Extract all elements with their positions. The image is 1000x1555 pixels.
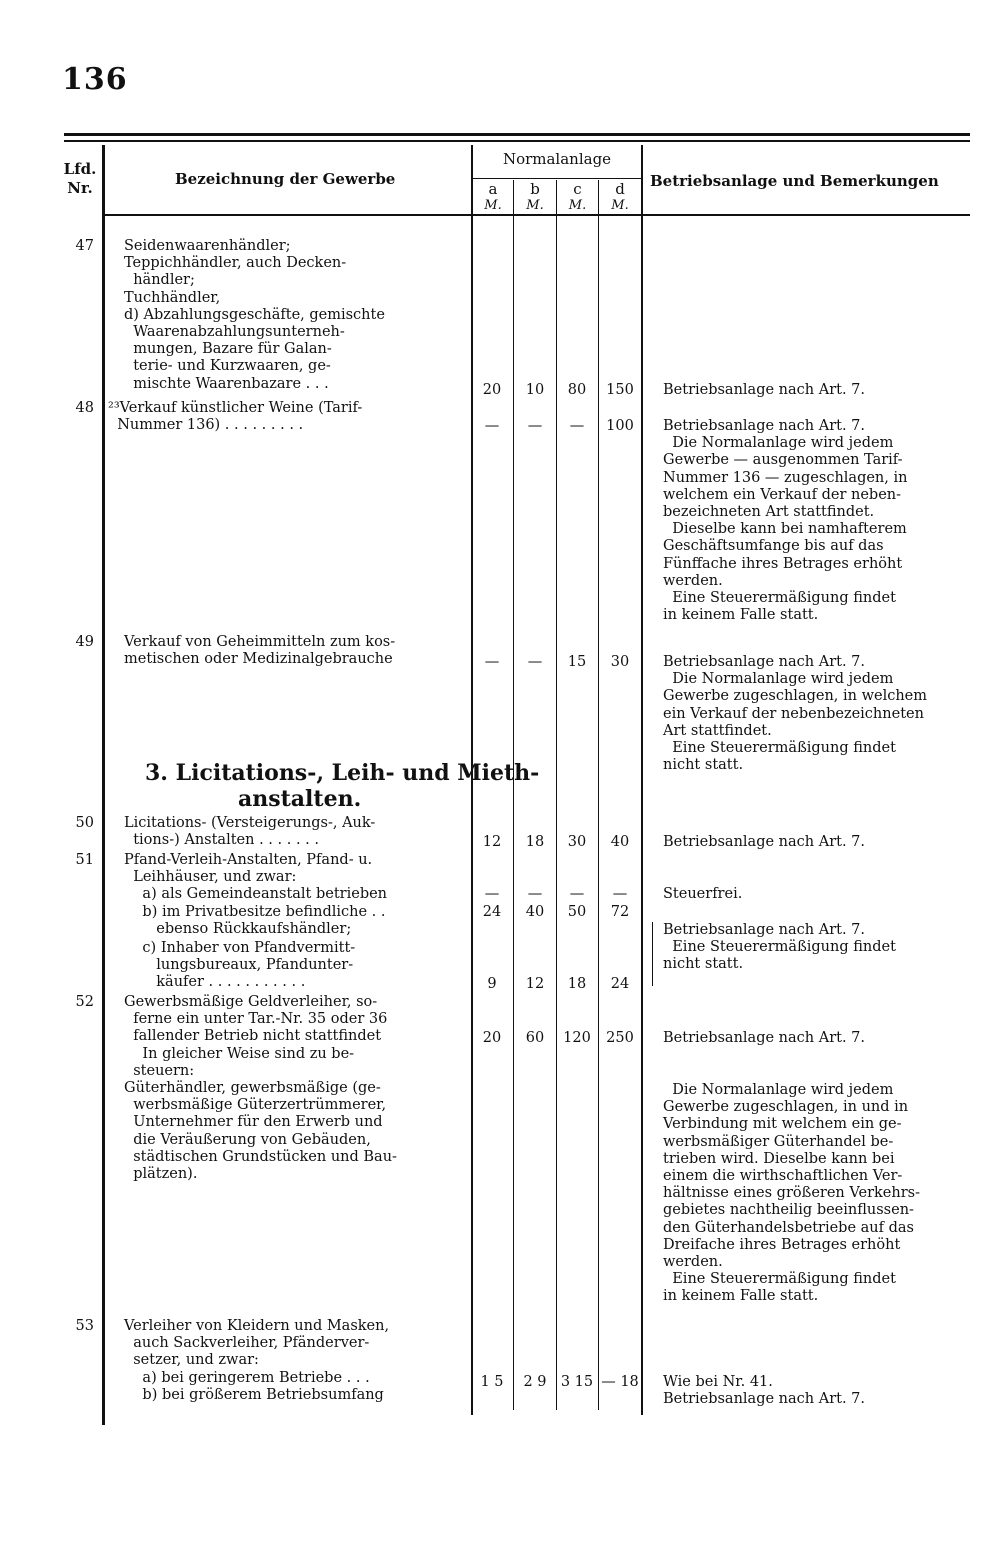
row-51-nr: 51 (75, 852, 94, 868)
normalanlage-underline (471, 178, 641, 179)
row-51b-remark: Betriebsanlage nach Art. 7. Eine Steuerermäßigung findet nicht statt. (663, 922, 896, 973)
header-col-c: c (573, 180, 582, 198)
row-51b-c: 50 (567, 904, 587, 920)
col-divider-rem (641, 145, 643, 1415)
row-49-b: — (527, 654, 543, 670)
row-49-remark: Betriebsanlage nach Art. 7. Die Normalanlage wird jedem Gewerbe zugeschlagen, in welchem ein Verkauf der nebenbezeichneten Art stattfindet. Eine Steuerermäßigung findet nicht statt. (663, 654, 928, 774)
row-51c-d: 24 (610, 976, 630, 992)
row-52-remark-cont: Die Normalanlage wird jedem Gewerbe zugeschlagen, in und in Verbindung mit welchem ein ge- werbsmäßiger Güterhandel be- trieben wird. Dieselbe kann bei einem die wirthschaftlichen Ver- hältnisse eines größeren Verkehrs- gebietes nachtheilig beeinflussen- den Güterhandelsbetriebe auf das Dreifache ihres Betrages erhöht werden. Eine Steuerermäßigung findet in keinem Falle statt. (663, 1082, 920, 1305)
row-50-remark: Betriebsanlage nach Art. 7. (663, 834, 866, 850)
row-49-c: 15 (567, 654, 587, 670)
row-48-a: — (484, 418, 500, 434)
row-52-c: 120 (563, 1030, 591, 1046)
row-49-a: — (484, 654, 500, 670)
header-nr-line1: Lfd. (63, 160, 97, 178)
row-47-a: 20 (482, 382, 502, 398)
top-rule-thin (64, 140, 970, 142)
row-48-remark: Betriebsanlage nach Art. 7. Die Normalanlage wird jedem Gewerbe — ausgenommen Tarif- Nummer 136 — zugeschlagen, in welchem ein Verkauf der neben- bezeichneten Art stattfindet. Dieselbe kann bei namhafterem Geschäftsumfange bis auf das Fünffache ihres Betrages erhöht werden. Eine Steuerermäßigung findet in keinem Falle statt. (663, 418, 908, 624)
section-title-line1: 3. Licitations-, Leih- und Mieth- (145, 760, 540, 786)
row-49-text: Verkauf von Geheimmitteln zum kos- metischen oder Medizinalgebrauche (124, 634, 396, 668)
row-53-text: Verleiher von Kleidern und Masken, auch Sackverleiher, Pfänderver- setzer, und zwar: a) bei geringerem Betriebe . . . b) bei größerem Betriebsumfang (124, 1318, 390, 1403)
row-53-b: 2 9 (523, 1374, 547, 1390)
header-bemerkungen: Betriebsanlage und Bemerkungen (650, 172, 939, 190)
row-47-d: 150 (606, 382, 634, 398)
col-divider-d (598, 180, 599, 1410)
row-52-remark: Betriebsanlage nach Art. 7. (663, 1030, 866, 1046)
row-49-nr: 49 (75, 634, 94, 650)
row-51a-remark: Steuerfrei. (663, 886, 743, 902)
row-52-a: 20 (482, 1030, 502, 1046)
col-divider-nr (102, 145, 105, 1425)
row-47-text: Seidenwaarenhändler; Teppichhändler, auch Decken- händler; Tuchhändler, d) Abzahlungsgeschäfte, gemischte Waarenabzahlungsunterneh- mungen, Bazare für Galan- terie- und Kurzwaaren, ge- mischte Waarenbazare . . . (124, 238, 385, 392)
row-50-b: 18 (525, 834, 545, 850)
row-51c-a: 9 (487, 976, 497, 992)
row-53-a: 1 5 (480, 1374, 504, 1390)
header-col-a: a (488, 180, 498, 198)
header-unit-a: M. (484, 198, 502, 213)
row-51c-text: c) Inhaber von Pfandvermitt- lungsbureaux, Pfandunter- käufer . . . . . . . . . . . (142, 940, 356, 991)
row-51b-a: 24 (482, 904, 502, 920)
row-53-c: 3 15 (560, 1374, 594, 1390)
row-53-d: — 18 (601, 1374, 639, 1390)
header-nr (62, 160, 98, 198)
row-52-d: 250 (606, 1030, 634, 1046)
row-52-b: 60 (525, 1030, 545, 1046)
top-rule (64, 133, 970, 136)
row-48-b: — (527, 418, 543, 434)
header-unit-d: M. (611, 198, 629, 213)
row-48-c: — (569, 418, 585, 434)
row-49-d: 30 (610, 654, 630, 670)
row-51a-b: — (527, 886, 543, 902)
row-50-a: 12 (482, 834, 502, 850)
row-50-d: 40 (610, 834, 630, 850)
row-50-text: Licitations- (Versteigerungs-, Auk- tions-) Anstalten . . . . . . . (124, 815, 376, 849)
header-normalanlage: Normalanlage (502, 150, 612, 168)
header-col-b: b (530, 180, 540, 198)
header-unit-c: M. (568, 198, 587, 213)
col-divider-c (556, 180, 557, 1410)
row-51a-a: — (484, 886, 500, 902)
row-51a-text: a) als Gemeindeanstalt betrieben (124, 886, 388, 902)
row-48-text: ²³Verkauf künstlicher Weine (Tarif- Nummer 136) . . . . . . . . . (108, 400, 363, 434)
page-number: 136 (62, 62, 128, 97)
row-51b-d: 72 (610, 904, 630, 920)
row-50-nr: 50 (75, 815, 94, 831)
row-51c-b: 12 (525, 976, 545, 992)
row-52-text: Gewerbsmäßige Geldverleiher, so- ferne ein unter Tar.-Nr. 35 oder 36 fallender Betrieb nicht stattfindet In gleicher Weise sind zu be- steuern: Güterhändler, gewerbsmäßige (ge- werbsmäßige Güterzertrümmerer, Unternehmer für den Erwerb und die Veräußerung von Gebäuden, städtischen Grundstücken und Bau- plätzen). (124, 994, 397, 1183)
row-52-nr: 52 (75, 994, 94, 1010)
header-unit-b: M. (526, 198, 544, 213)
row-51c-c: 18 (567, 976, 587, 992)
row-47-remark: Betriebsanlage nach Art. 7. (663, 382, 866, 398)
row-47-b: 10 (525, 382, 545, 398)
remark-bracket (652, 922, 653, 986)
row-47-nr: 47 (75, 238, 94, 254)
row-53-remark: Wie bei Nr. 41. Betriebsanlage nach Art. 7. (663, 1374, 866, 1408)
row-48-d: 100 (606, 418, 634, 434)
row-51a-c: — (569, 886, 585, 902)
header-col-d: d (615, 180, 625, 198)
row-51b-b: 40 (525, 904, 545, 920)
section-title-line2: anstalten. (238, 786, 362, 812)
row-53-nr: 53 (75, 1318, 94, 1334)
row-51-text: Pfand-Verleih-Anstalten, Pfand- u. Leihhäuser, und zwar: (124, 852, 373, 886)
header-nr-line2: Nr. (67, 179, 93, 197)
row-51b-text: b) im Privatbesitze befindliche . . ebenso Rückkaufshändler; (142, 904, 386, 938)
row-48-nr: 48 (75, 400, 94, 416)
row-47-c: 80 (567, 382, 587, 398)
row-50-c: 30 (567, 834, 587, 850)
header-bezeichnung: Bezeichnung der Gewerbe (175, 170, 396, 188)
col-divider-b (513, 180, 514, 1410)
row-51a-d: — (612, 886, 628, 902)
